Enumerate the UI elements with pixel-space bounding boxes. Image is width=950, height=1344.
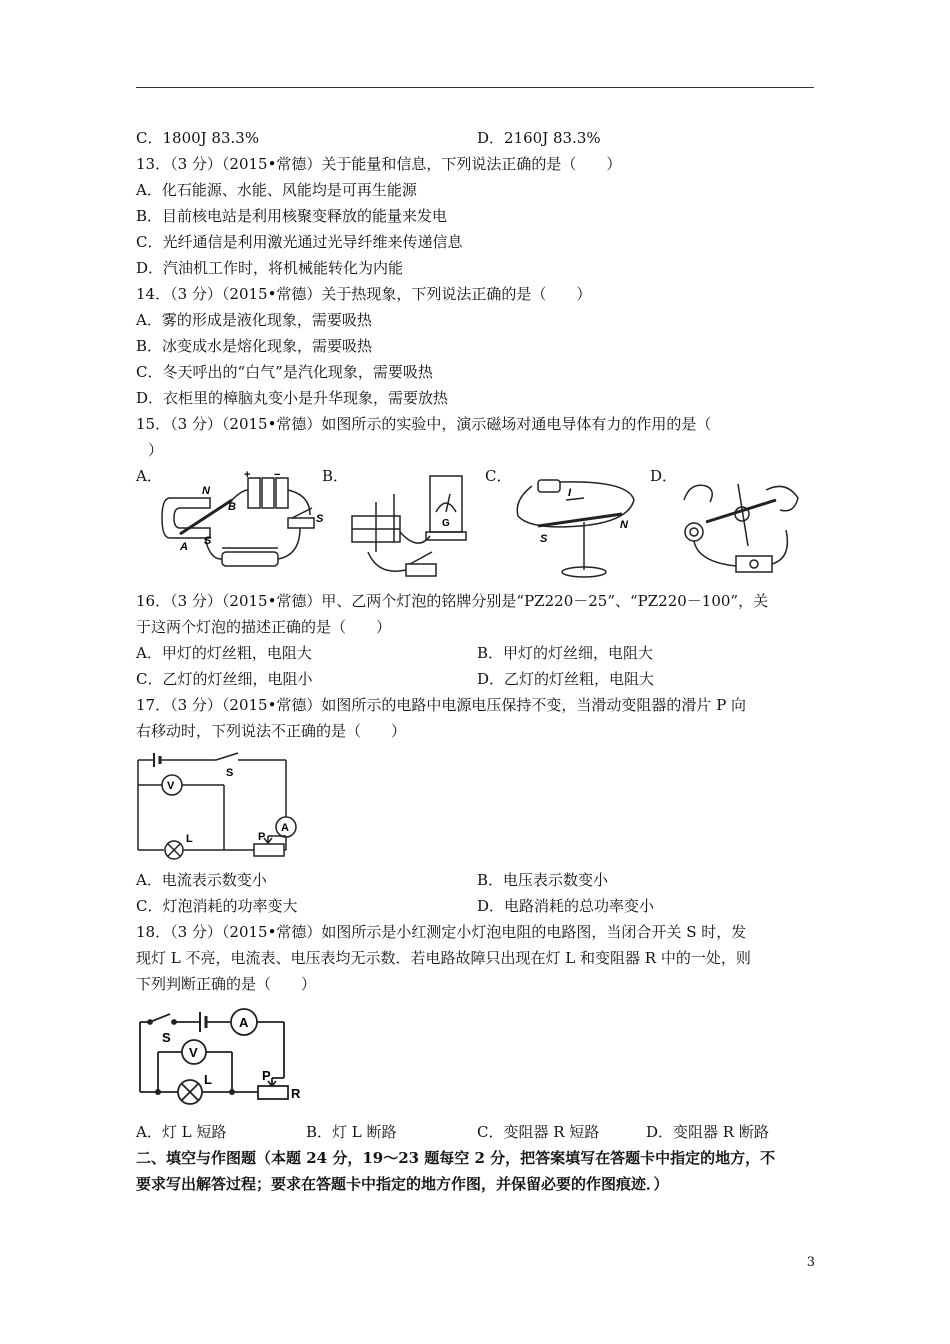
q13-stem: 13．（3 分）（2015•常德）关于能量和信息，下列说法正确的是（ ） — [136, 155, 622, 173]
q18-option-a: A．灯 L 短路 — [136, 1123, 227, 1141]
q17-option-c: C．灯泡消耗的功率变大 — [136, 897, 298, 915]
q17-stem-line2: 右移动时，下列说法不正确的是（ ） — [136, 722, 407, 740]
q18-rheostat-label: R — [291, 1086, 301, 1101]
q18-option-c: C．变阻器 R 短路 — [477, 1123, 600, 1141]
header-rule — [136, 87, 814, 88]
q16-option-c: C．乙灯的灯丝细，电阻小 — [136, 670, 313, 688]
q16-stem-line2: 于这两个灯泡的描述正确的是（ ） — [136, 618, 392, 636]
q13-option-a: A．化石能源、水能、风能均是可再生能源 — [136, 181, 417, 199]
q17-option-a: A．电流表示数变小 — [136, 871, 267, 889]
q15-figure-c — [510, 470, 645, 580]
q15-label-a: A． — [136, 467, 162, 485]
q13-option-d: D．汽油机工作时，将机械能转化为内能 — [136, 259, 404, 277]
fig-c-s-label: S — [540, 533, 548, 545]
q14-option-b: B．冰变成水是熔化现象，需要吸热 — [136, 337, 373, 355]
fig-a-n-label: N — [202, 485, 210, 497]
fig-b-galvanometer-label: G — [442, 518, 450, 529]
q15-label-b: B． — [322, 467, 349, 485]
q16-option-b: B．甲灯的灯丝细，电阻大 — [477, 644, 654, 662]
fig-a-b-label: B — [228, 501, 236, 513]
q15-figure-b — [348, 472, 478, 584]
q15-figure-d — [676, 470, 806, 582]
q17-lamp-label: L — [186, 833, 193, 845]
fig-a-switch-label: S — [316, 513, 324, 525]
q18-ammeter-label: A — [239, 1015, 249, 1030]
q18-voltmeter-label: V — [189, 1045, 198, 1060]
fig-c-current-label: I — [568, 487, 572, 499]
q16-option-d: D．乙灯的灯丝粗，电阻大 — [477, 670, 655, 688]
q14-option-d: D．衣柜里的樟脑丸变小是升华现象，需要放热 — [136, 389, 449, 407]
q17-stem-line1: 17．（3 分）（2015•常德）如图所示的电路中电源电压保持不变，当滑动变阻器的滑片 P 向 — [136, 696, 747, 714]
fig-c-n-label: N — [620, 519, 628, 531]
q15-stem-line1: 15．（3 分）（2015•常德）如图所示的实验中，演示磁场对通电导体有力的作用的是（ — [136, 415, 712, 433]
q16-option-a: A．甲灯的灯丝粗，电阻大 — [136, 644, 312, 662]
q17-voltmeter-label: V — [167, 780, 175, 792]
q18-circuit-diagram — [134, 1006, 309, 1112]
fig-a-s-label: S — [204, 535, 212, 547]
fig-a-plus-label: + — [244, 470, 251, 481]
q17-slider-label: P — [258, 831, 266, 843]
q18-switch-label: S — [162, 1030, 171, 1045]
section2-heading-line1: 二、填空与作图题（本题 24 分，19～23 题每空 2 分，把答案填写在答题卡中指定的地方，不 — [136, 1149, 776, 1167]
q14-option-c: C．冬天呼出的“白气”是汽化现象，需要吸热 — [136, 363, 433, 381]
q18-stem-line1: 18．（3 分）（2015•常德）如图所示是小红测定小灯泡电阻的电路图，当闭合开关 S 时，发 — [136, 923, 747, 941]
q18-lamp-label: L — [204, 1072, 212, 1087]
page-number: 3 — [806, 1255, 815, 1270]
q18-stem-line3: 下列判断正确的是（ ） — [136, 975, 317, 993]
q14-stem: 14．（3 分）（2015•常德）关于热现象，下列说法正确的是（ ） — [136, 285, 592, 303]
fig-a-a-label: A — [180, 541, 188, 553]
q18-slider-label: P — [262, 1068, 271, 1083]
q13-option-c: C．光纤通信是利用激光通过光导纤维来传递信息 — [136, 233, 463, 251]
q16-stem-line1: 16．（3 分）（2015•常德）甲、乙两个灯泡的铭牌分别是“PZ220－25”、“PZ220－100”，关 — [136, 592, 769, 610]
q18-option-d: D．变阻器 R 断路 — [646, 1123, 769, 1141]
q17-option-b: B．电压表示数变小 — [477, 871, 609, 889]
q17-circuit-diagram — [134, 750, 299, 860]
q15-label-d: D． — [650, 467, 678, 485]
q14-option-a: A．雾的形成是液化现象，需要吸热 — [136, 311, 372, 329]
q17-option-d: D．电路消耗的总功率变小 — [477, 897, 655, 915]
section2-heading-line2: 要求写出解答过程；要求在答题卡中指定的地方作图，并保留必要的作图痕迹．） — [136, 1175, 669, 1193]
q15-stem-line2: ） — [148, 441, 164, 459]
q17-ammeter-label: A — [281, 822, 289, 834]
q15-label-c: C． — [485, 467, 512, 485]
q17-switch-label: S — [226, 767, 234, 779]
q18-stem-line2: 现灯 L 不亮，电流表、电压表均无示数．若电路故障只出现在灯 L 和变阻器 R 中的一处，则 — [136, 949, 751, 967]
q15-figure-a — [160, 470, 325, 582]
q12-option-c: C．1800J 83.3% — [136, 129, 260, 147]
q12-option-d: D．2160J 83.3% — [477, 129, 601, 147]
fig-a-minus-label: − — [274, 470, 281, 481]
q13-option-b: B．目前核电站是利用核聚变释放的能量来发电 — [136, 207, 448, 225]
q18-option-b: B．灯 L 断路 — [306, 1123, 397, 1141]
